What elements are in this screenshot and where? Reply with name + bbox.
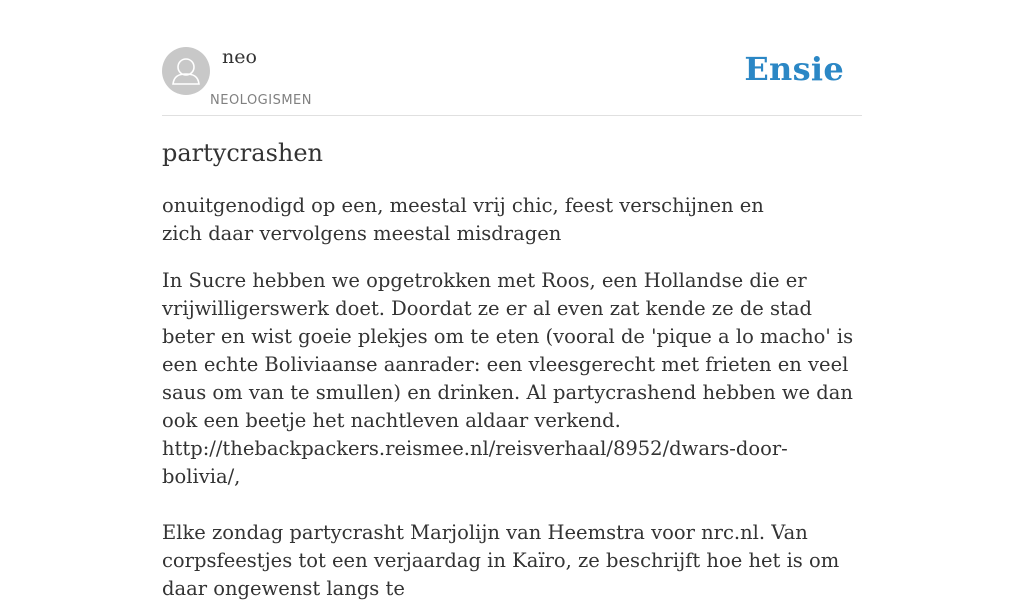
- entry-title: partycrashen: [162, 139, 324, 167]
- group-label[interactable]: NEOLOGISMEN: [210, 93, 312, 108]
- user-icon: [162, 47, 210, 95]
- avatar[interactable]: [162, 47, 210, 95]
- example-paragraph: Elke zondag partycrasht Marjolijn van Heemstra voor nrc.nl. Van corpsfeestjes tot een verjaardag in Kaïro, ze beschrijft hoe het is om daar ongewenst langs te: [162, 521, 840, 600]
- ensie-logo[interactable]: Ensie: [744, 50, 844, 88]
- entry-example: [162, 267, 862, 603]
- example-paragraph: In Sucre hebben we opgetrokken met Roos, een Hollandse die er vrijwilligerswerk doet. Doordat ze er al even zat kende ze de stad beter en wist goeie plekjes om te eten (vooral de 'pique a lo macho' is een echte Boliviaanse aanrader: een vleesgerecht met frieten en veel saus om van te smullen) en drinken. Al partycrashend hebben we dan ook een beetje het nachtleven aldaar verkend. http://thebackpackers.reismee.nl/reisverhaal/8952/dwars-door-bolivia/,: [162, 269, 854, 488]
- page: [162, 0, 862, 600]
- username[interactable]: neo: [222, 46, 257, 68]
- header: [162, 0, 862, 116]
- entry-definition: onuitgenodigd op een, meestal vrij chic, feest verschijnen en zich daar vervolgens meestal misdragen: [162, 194, 764, 245]
